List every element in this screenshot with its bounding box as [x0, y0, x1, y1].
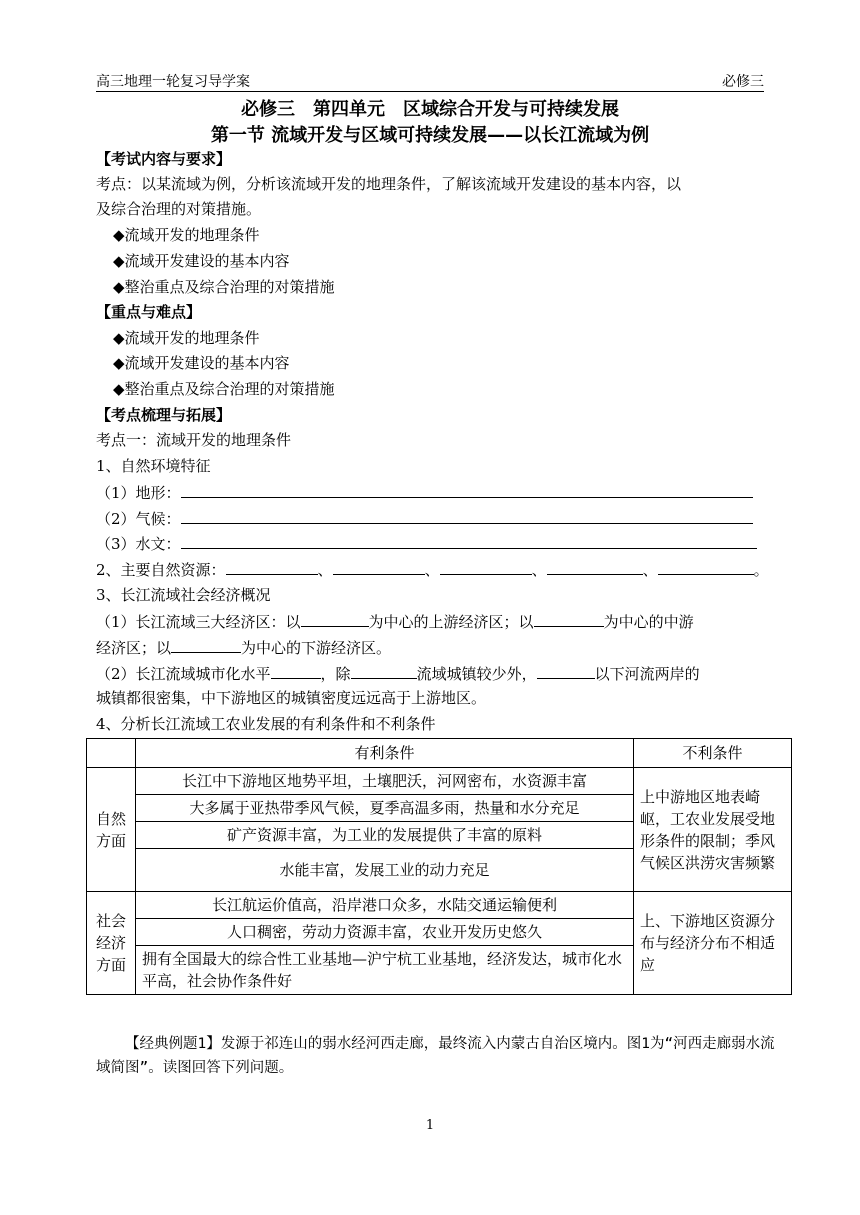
resource-blank[interactable] [333, 559, 425, 575]
difficulty-bullet: ◆整治重点及综合治理的对策措施 [113, 380, 335, 398]
table-row [87, 768, 792, 795]
requirement-bullet: ◆流域开发的地理条件 [113, 226, 260, 244]
hydrology-blank[interactable] [181, 533, 757, 549]
separator: 、 [317, 561, 333, 579]
table-cell: 长江中下游地区地势平坦，土壤肥沃，河网密布，水资源丰富 [136, 768, 634, 795]
table-cell: 矿产资源丰富，为工业的发展提供了丰富的原料 [136, 822, 634, 849]
text: ，除 [320, 665, 351, 683]
header-right: 必修三 [722, 74, 764, 90]
header-left: 高三地理一轮复习导学案 [96, 74, 250, 90]
table-cell: 长江航运价值高，沿岸港口众多，水陆交通运输便利 [136, 892, 634, 919]
example-question: 【经典例题1】发源于祁连山的弱水经河西走廊，最终流入内蒙古自治区境内。图1为“河西走廊弱水流域简图”。读图回答下列问题。 [96, 1036, 775, 1076]
table-cell: 水能丰富，发展工业的动力充足 [136, 849, 634, 892]
exam-point-text-cont: 及综合治理的对策措施。 [96, 200, 262, 218]
requirement-bullet: ◆流域开发建设的基本内容 [113, 252, 290, 270]
text: 经济区；以 [96, 639, 172, 657]
exam-requirements-heading: 【考试内容与要求】 [96, 150, 232, 168]
item-conditions: 4、分析长江流域工农业发展的有利条件和不利条件 [96, 715, 436, 733]
resource-blank[interactable] [226, 559, 318, 575]
text: （1）长江流域三大经济区：以 [96, 613, 301, 631]
text: 以下河流两岸的 [594, 665, 700, 683]
difficulty-bullet: ◆流域开发的地理条件 [113, 329, 260, 347]
social-unfavorable-cell: 上、下游地区资源分布与经济分布不相适应 [634, 892, 792, 995]
table-cell: 人口稠密，劳动力资源丰富，农业开发历史悠久 [136, 919, 634, 946]
terrain-blank[interactable] [181, 482, 753, 498]
urbanization-line [96, 663, 700, 684]
urbanization-level-blank[interactable] [271, 663, 321, 679]
separator: 、 [531, 561, 547, 579]
table-row [87, 892, 792, 919]
exam-point-text: 考点：以某流域为例，分析该流域开发的地理条件，了解该流域开发建设的基本内容，以 [96, 175, 682, 193]
text: 流域城镇较少外， [416, 665, 537, 683]
urbanization-line-cont: 城镇都很密集，中下游地区的城镇密度远远高于上游地区。 [96, 689, 487, 707]
table-corner [87, 739, 136, 768]
economic-zones-line [96, 611, 694, 632]
section-title: 第一节 流域开发与区域可持续发展——以长江流域为例 [210, 125, 650, 146]
point-one-title: 考点一：流域开发的地理条件 [96, 431, 292, 449]
separator: 、 [642, 561, 658, 579]
review-heading: 【考点梳理与拓展】 [96, 406, 232, 424]
climate-line [96, 508, 753, 529]
hydrology-label: （3）水文： [96, 535, 181, 553]
climate-blank[interactable] [181, 508, 753, 524]
upper-center-blank[interactable] [301, 611, 369, 627]
economic-zones-line-cont [96, 637, 391, 658]
text: 为中心的上游经济区；以 [368, 613, 534, 631]
page-number: 1 [425, 1118, 435, 1133]
table-cell: 拥有全国最大的综合性工业基地—沪宁杭工业基地，经济发达，城市化水平高，社会协作条件好 [136, 946, 634, 995]
city-blank[interactable] [537, 663, 595, 679]
table-header-row [87, 739, 792, 768]
separator: 、 [424, 561, 440, 579]
resource-blank[interactable] [658, 559, 754, 575]
unit-title: 必修三 第四单元 区域综合开发与可持续发展 [241, 99, 619, 120]
item-socioeconomic: 3、长江流域社会经济概况 [96, 586, 271, 604]
terrain-label: （1）地形： [96, 484, 181, 502]
lower-center-blank[interactable] [171, 637, 241, 653]
page-header [96, 69, 764, 92]
text: （2）长江流域城市化水平 [96, 665, 271, 683]
table-cell: 大多属于亚热带季风气候，夏季高温多雨，热量和水分充足 [136, 795, 634, 822]
period: 。 [753, 561, 769, 579]
text: 为中心的中游 [603, 613, 694, 631]
climate-label: （2）气候： [96, 510, 181, 528]
requirement-bullet: ◆整治重点及综合治理的对策措施 [113, 278, 335, 296]
basin-blank[interactable] [351, 663, 417, 679]
difficulty-bullet: ◆流域开发建设的基本内容 [113, 354, 290, 372]
resources-line [96, 559, 769, 580]
natural-unfavorable-cell: 上中游地区地表崎岖，工农业发展受地形条件的限制；季风气候区洪涝灾害频繁 [634, 768, 792, 892]
social-aspect-label: 社会经济方面 [87, 892, 136, 995]
resource-blank[interactable] [440, 559, 532, 575]
conditions-table [86, 738, 792, 995]
resource-blank[interactable] [547, 559, 643, 575]
natural-aspect-label: 自然方面 [87, 768, 136, 892]
text: 为中心的下游经济区。 [241, 639, 392, 657]
column-header-unfavorable: 不利条件 [634, 739, 792, 768]
column-header-favorable: 有利条件 [136, 739, 634, 768]
terrain-line [96, 482, 753, 503]
resources-label: 2、主要自然资源： [96, 561, 226, 579]
key-difficulties-heading: 【重点与难点】 [96, 303, 202, 321]
middle-center-blank[interactable] [534, 611, 604, 627]
item-natural-environment: 1、自然环境特征 [96, 457, 211, 475]
hydrology-line [96, 533, 757, 554]
